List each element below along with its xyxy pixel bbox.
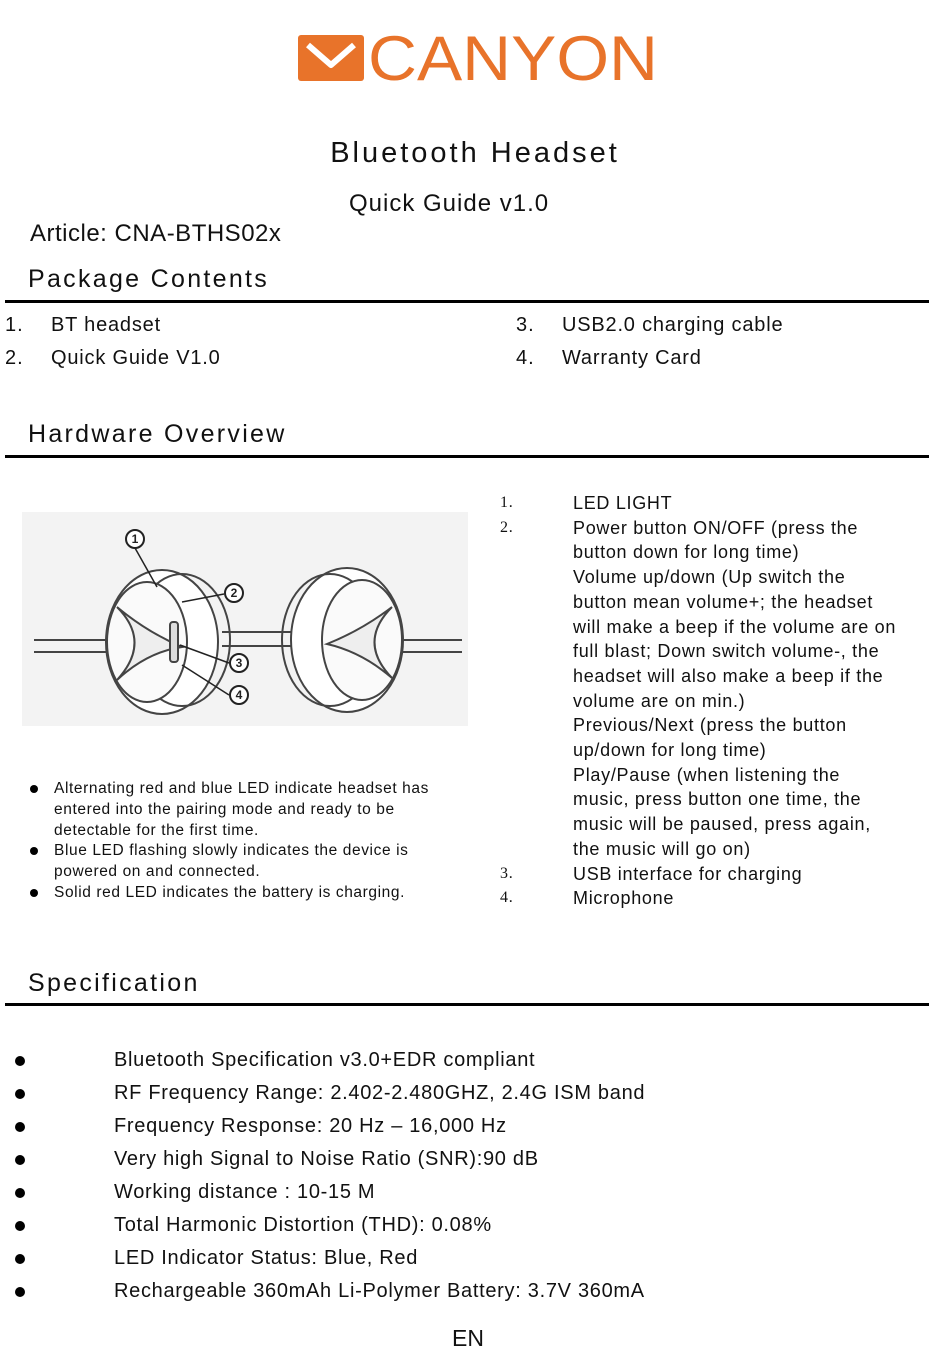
section-divider (5, 300, 929, 303)
list-item: Total Harmonic Distortion (THD): 0.08% (0, 1209, 950, 1242)
svg-text:CANYON: CANYON (368, 31, 658, 83)
document-subtitle: Quick Guide v1.0 (349, 190, 550, 217)
list-item: Frequency Response: 20 Hz – 16,000 Hz (0, 1110, 950, 1143)
package-item: Warranty Card (562, 347, 702, 369)
list-item: Solid red LED indicates the battery is charging. (30, 883, 460, 904)
led-status-list (30, 779, 460, 904)
article-number: Article: CNA-BTHS02x (30, 220, 282, 247)
part-item: 2. Power button ON/OFF (press the button down for long time) Volume up/down (Up switch the button mean volume+; the headset will make a beep if the volume are on full blast; Down switch volume-, the headset will also make a beep if the volume are on min.) Previous/Next (press the button up/down for long time) Play/Pause (when listening the music, press button one time, the music will be paused, press again, the music will go on) (500, 517, 897, 859)
part-item: 4. Microphone (500, 888, 675, 909)
canyon-logo (298, 31, 660, 83)
part-item: 1. LED LIGHT (500, 493, 673, 513)
part-item: 3. USB interface for charging (500, 863, 803, 884)
hardware-overview-heading: Hardware Overview (28, 420, 287, 448)
bullet-icon (15, 1056, 25, 1066)
specification-heading: Specification (28, 969, 200, 997)
list-item: RF Frequency Range: 2.402-2.480GHZ, 2.4G ISM band (0, 1077, 950, 1110)
package-item: USB2.0 charging cable (562, 314, 784, 336)
language-footer: EN (452, 1325, 484, 1351)
bullet-icon (15, 1089, 25, 1099)
bullet-icon (15, 1122, 25, 1132)
document-title: Bluetooth Headset (330, 137, 620, 169)
package-item-number: 3. (516, 314, 535, 336)
list-item: Very high Signal to Noise Ratio (SNR):90 dB (0, 1143, 950, 1176)
package-item-number: 1. (5, 314, 24, 336)
bullet-icon (30, 847, 38, 855)
section-divider (5, 455, 929, 458)
package-item-number: 4. (516, 347, 535, 369)
callout-label: 4 (235, 688, 243, 702)
package-item: Quick Guide V1.0 (51, 347, 221, 369)
bullet-icon (30, 889, 38, 897)
bullet-icon (15, 1155, 25, 1165)
bullet-icon (15, 1254, 25, 1264)
list-item: Blue LED flashing slowly indicates the device is powered on and connected. (30, 841, 460, 883)
section-divider (5, 1003, 929, 1006)
callout-label: 1 (131, 532, 139, 546)
specification-list (0, 1044, 950, 1308)
package-item: BT headset (51, 314, 161, 336)
list-item: Working distance : 10-15 M (0, 1176, 950, 1209)
list-item: Rechargeable 360mAh Li-Polymer Battery: 3.7V 360mA (0, 1275, 950, 1308)
bullet-icon (15, 1221, 25, 1231)
headset-diagram (22, 512, 468, 726)
callout-label: 3 (235, 656, 243, 670)
bullet-icon (15, 1188, 25, 1198)
list-item: Bluetooth Specification v3.0+EDR compliant (0, 1044, 950, 1077)
list-item: Alternating red and blue LED indicate headset has entered into the pairing mode and ready to be detectable for the first time. (30, 779, 460, 841)
bullet-icon (30, 785, 38, 793)
bullet-icon (15, 1287, 25, 1297)
list-item: LED Indicator Status: Blue, Red (0, 1242, 950, 1275)
hardware-parts-list (500, 491, 930, 911)
package-contents-heading: Package Contents (28, 265, 270, 293)
package-item-number: 2. (5, 347, 24, 369)
callout-label: 2 (230, 586, 238, 600)
